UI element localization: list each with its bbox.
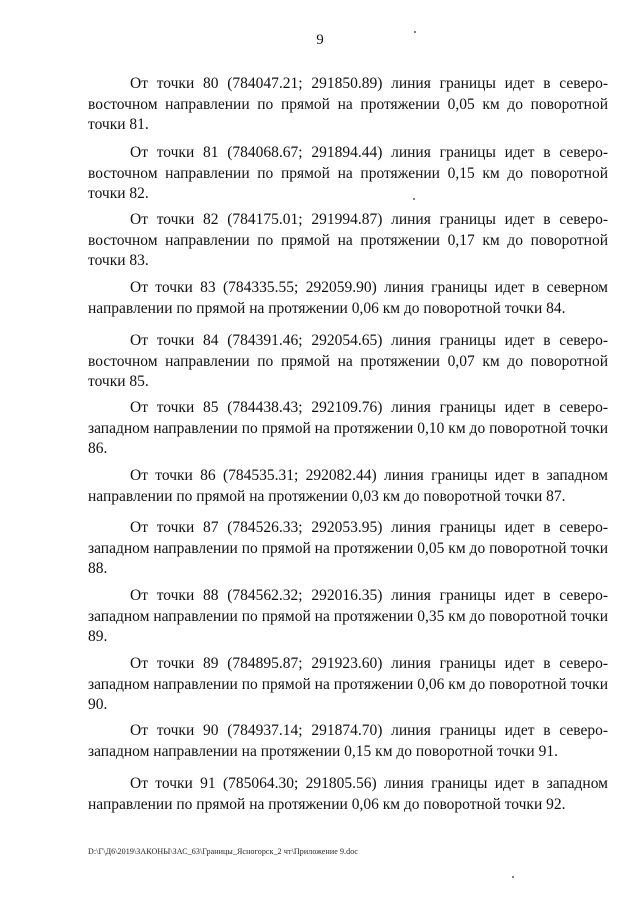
page-number: 9: [316, 32, 324, 48]
boundary-paragraph-90: От точки 90 (784937.14; 291874.70) линия границы идет в северо-западном направлении на протяжении 0,15 км до поворотной точки 91.: [88, 722, 608, 760]
boundary-paragraph-88: От точки 88 (784562.32; 292016.35) линия границы идет в северо-западном направлении по прямой на протяжении 0,35 км до поворотной точки 89.: [88, 587, 608, 645]
boundary-paragraph-80: От точки 80 (784047.21; 291850.89) линия границы идет в северо-восточном направлении по прямой на протяжении 0,05 км до поворотной точки 81.: [88, 75, 608, 133]
boundary-paragraph-89: От точки 89 (784895.87; 291923.60) линия границы идет в северо-западном направлении по прямой на протяжении 0,06 км до поворотной точки 90.: [88, 655, 608, 713]
scan-speck: [512, 876, 514, 878]
boundary-paragraph-84: От точки 84 (784391.46; 292054.65) линия границы идет в северо-восточном направлении по прямой на протяжении 0,07 км до поворотной точки 85.: [88, 332, 608, 390]
boundary-paragraph-82: От точки 82 (784175.01; 291994.87) линия границы идет в северо-восточном направлении по прямой на протяжении 0,17 км до поворотной точки 83.: [88, 211, 608, 269]
boundary-paragraph-87: От точки 87 (784526.33; 292053.95) линия границы идет в северо-западном направлении по прямой на протяжении 0,05 км до поворотной точки 88.: [88, 519, 608, 577]
boundary-paragraph-83: От точки 83 (784335.55; 292059.90) линия границы идет в северном направлении по прямой на протяжении 0,06 км до поворотной точки 84.: [88, 279, 608, 317]
scan-speck: [414, 31, 416, 33]
boundary-paragraph-86: От точки 86 (784535.31; 292082.44) линия границы идет в западном направлении по прямой на протяжении 0,03 км до поворотной точки 87.: [88, 467, 608, 505]
boundary-paragraph-91: От точки 91 (785064.30; 291805.56) линия границы идет в западном направлении по прямой на протяжении 0,06 км до поворотной точки 92.: [88, 775, 608, 813]
footer-file-path: D:\Г\Д6\2019\ЗАКОНЫ\ЗАС_63\Границы_Ясногорск_2 чт\Приложение 9.doc: [88, 847, 359, 856]
boundary-paragraph-85: От точки 85 (784438.43; 292109.76) линия границы идет в северо-западном направлении по прямой на протяжении 0,10 км до поворотной точки 86.: [88, 399, 608, 457]
scan-speck: [413, 198, 415, 200]
boundary-paragraph-81: От точки 81 (784068.67; 291894.44) линия границы идет в северо-восточном направлении по прямой на протяжении 0,15 км до поворотной точки 82.: [88, 144, 608, 202]
